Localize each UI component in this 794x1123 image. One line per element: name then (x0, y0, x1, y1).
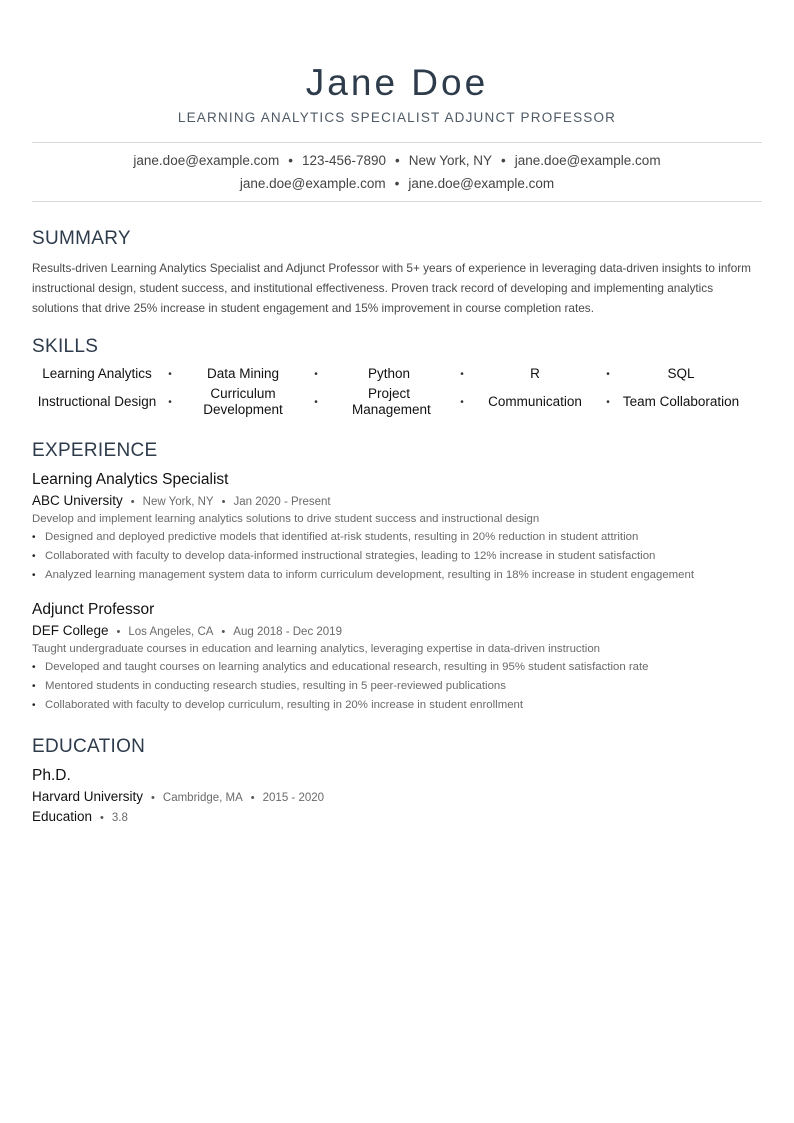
separator: • (100, 812, 104, 824)
candidate-headline: LEARNING ANALYTICS SPECIALIST ADJUNCT PROFESSOR (177, 110, 617, 125)
education-degree: Ph.D. (32, 767, 71, 784)
skill-item: Project Management (352, 386, 431, 417)
skill-separator: • (314, 396, 318, 408)
skill-separator: • (460, 368, 464, 380)
contact-location: New York, NY (408, 153, 493, 168)
contact-email[interactable]: jane.doe@example.com (408, 176, 555, 191)
candidate-name: Jane Doe (305, 62, 489, 103)
skill-item: SQL (667, 366, 695, 381)
skill-separator: • (460, 396, 464, 408)
job-location: Los Angeles, CA (128, 626, 214, 638)
skill-item: R (530, 366, 540, 381)
skills-row-2 (32, 386, 762, 418)
bullet-text: Developed and taught courses on learning analytics and educational research, resulting in 95% student satisfaction rate (45, 661, 649, 673)
job-meta (32, 623, 342, 638)
summary-heading: SUMMARY (32, 228, 131, 249)
skill-separator: • (168, 396, 172, 408)
job-title: Adjunct Professor (32, 601, 155, 618)
skills-row-1 (32, 366, 762, 382)
contact-row-1 (0, 153, 794, 168)
job-bullet (32, 550, 655, 562)
job-dates: Jan 2020 - Present (233, 496, 331, 508)
education-gpa: 3.8 (111, 812, 128, 824)
bullet-dot: • (32, 681, 36, 692)
job-org: DEF College (32, 623, 109, 638)
contact-email[interactable]: jane.doe@example.com (514, 153, 661, 168)
summary-text: Results-driven Learning Analytics Specialist and Adjunct Professor with 5+ years of experience in leveraging data-driven insights to inform instructional design, student success, and institutional effectiveness. Proven track record of developing and implementing analytics solutions that drive 25% increase in student engagement and 15% improvement in course completion rates. (32, 261, 752, 315)
contact-phone[interactable]: 123-456-7890 (301, 153, 387, 168)
job-bullet (32, 680, 506, 692)
bullet-text: Analyzed learning management system data to inform curriculum development, resulting in 18% increase in student engagement (45, 569, 694, 581)
bullet-dot: • (32, 700, 36, 711)
contact-email[interactable]: jane.doe@example.com (239, 176, 386, 191)
skill-item: Learning Analytics (42, 366, 152, 381)
job-description: Develop and implement learning analytics solutions to drive student success and instructional design (32, 513, 540, 525)
separator: • (116, 626, 121, 638)
job-description: Taught undergraduate courses in education and learning analytics, leveraging expertise in data-driven instruction (32, 643, 600, 655)
separator: • (221, 496, 226, 508)
separator: • (250, 792, 255, 804)
bullet-dot: • (32, 662, 36, 673)
skill-item: Team Collaboration (622, 394, 740, 409)
job-meta (32, 493, 331, 508)
contact-email[interactable]: jane.doe@example.com (133, 153, 280, 168)
skill-separator: • (314, 368, 318, 380)
skill-item: Data Mining (206, 366, 280, 381)
skill-item: Instructional Design (37, 394, 157, 409)
skills-heading: SKILLS (32, 336, 99, 357)
education-school: Harvard University (32, 789, 144, 804)
job-bullet (32, 661, 648, 673)
skill-separator: • (606, 368, 610, 380)
skill-separator: • (606, 396, 610, 408)
bullet-text: Collaborated with faculty to develop data-informed instructional strategies, leading to 12% increase in student satisfaction (45, 550, 656, 562)
experience-heading: EXPERIENCE (32, 440, 158, 461)
separator: • (395, 153, 400, 168)
bullet-dot: • (32, 551, 36, 562)
separator: • (130, 496, 135, 508)
divider-bottom (32, 201, 762, 202)
skill-item: Curriculum Development (203, 386, 283, 417)
separator: • (288, 153, 293, 168)
contact-row-2 (0, 176, 794, 191)
separator: • (221, 626, 226, 638)
divider-top (32, 142, 762, 143)
job-dates: Aug 2018 - Dec 2019 (233, 626, 342, 638)
separator: • (151, 792, 155, 804)
education-heading: EDUCATION (32, 736, 146, 757)
separator: • (501, 153, 506, 168)
skill-item: Communication (488, 394, 582, 409)
skill-item: Python (367, 366, 411, 381)
education-field-line (32, 809, 128, 824)
job-bullet (32, 699, 523, 711)
education-meta (32, 789, 324, 804)
bullet-dot: • (32, 570, 36, 581)
job-location: New York, NY (142, 496, 214, 508)
skill-separator: • (168, 368, 172, 380)
education-location: Cambridge, MA (162, 792, 243, 804)
education-field: Education (32, 809, 93, 824)
job-bullet (32, 569, 694, 581)
education-dates: 2015 - 2020 (262, 792, 325, 804)
bullet-dot: • (32, 532, 36, 543)
separator: • (394, 176, 400, 191)
bullet-text: Designed and deployed predictive models that identified at-risk students, resulting in 20% reduction in student attrition (45, 531, 639, 543)
bullet-text: Mentored students in conducting research studies, resulting in 5 peer-reviewed publications (45, 680, 506, 692)
bullet-text: Collaborated with faculty to develop curriculum, resulting in 20% increase in student enrollment (45, 699, 524, 711)
job-org: ABC University (32, 493, 123, 508)
job-title: Learning Analytics Specialist (32, 471, 229, 488)
job-bullet (32, 531, 638, 543)
